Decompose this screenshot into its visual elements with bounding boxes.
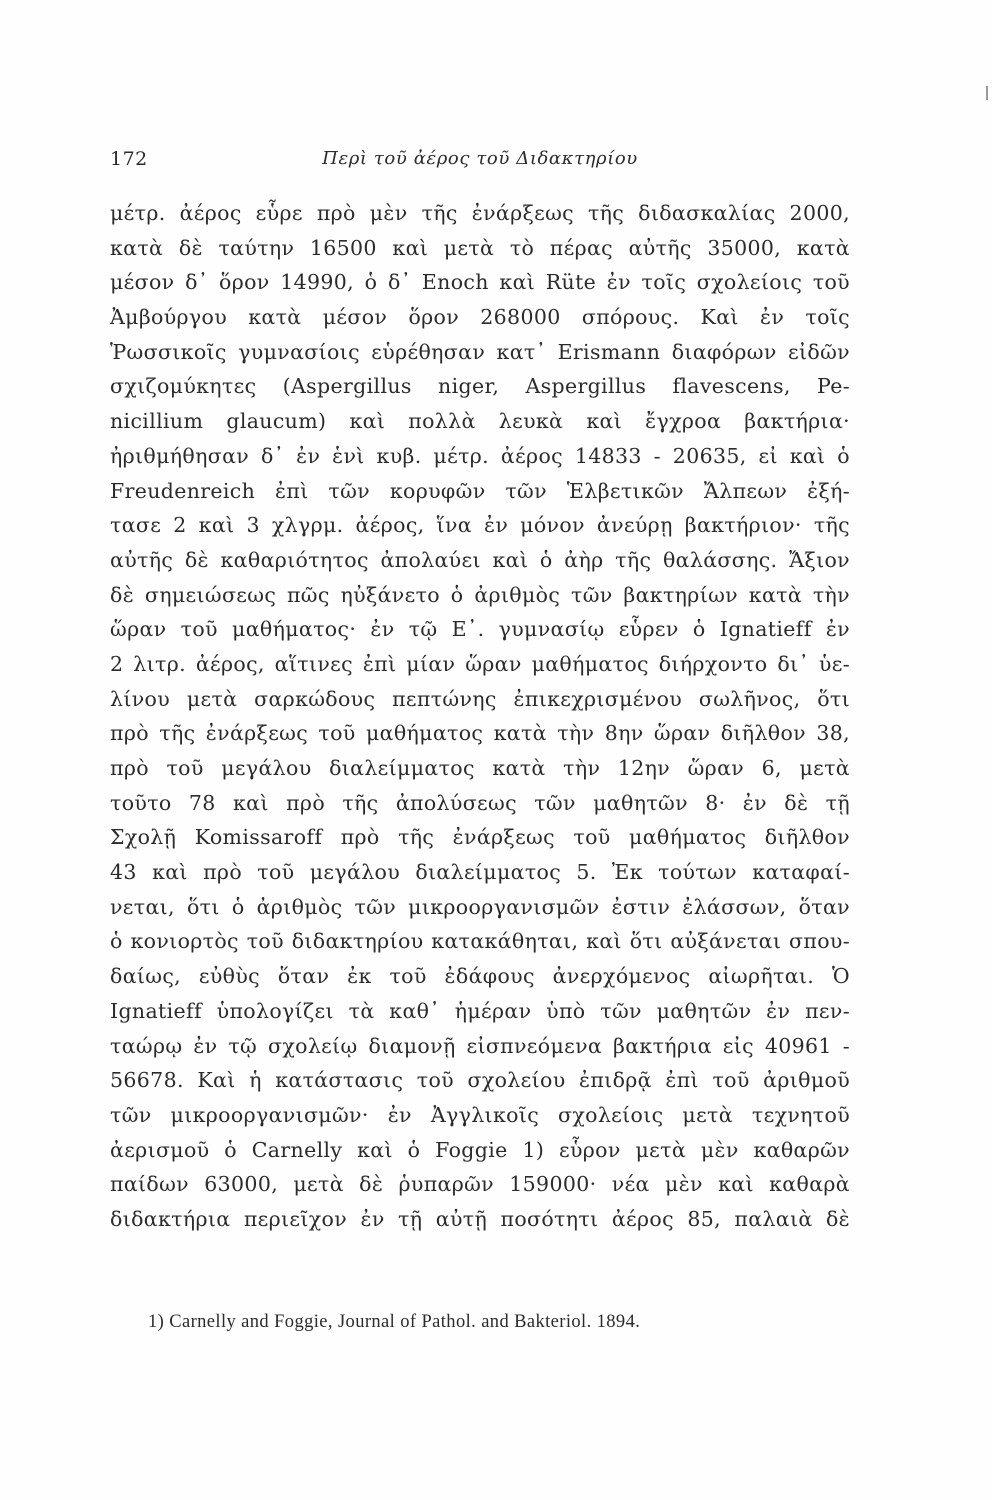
text-line: τοῦτο 78 καὶ πρὸ τῆς ἀπολύσεως τῶν μαθητῶν 8· ἐν δὲ τῇ bbox=[110, 790, 850, 815]
text-line: Σχολῇ Komissaroff πρὸ τῆς ἐνάρξεως τοῦ μαθήματος διῆλθον bbox=[110, 825, 850, 850]
text-line: παίδων 63000, μετὰ δὲ ῥυπαρῶν 159000· νέα μὲν καὶ καθαρὰ bbox=[110, 1172, 850, 1197]
text-line: ὥραν τοῦ μαθήματος· ἐν τῷ Ε᾽. γυμνασίῳ εὗρεν ὁ Ignatieff ἐν bbox=[110, 617, 850, 642]
page-edge-mark bbox=[986, 86, 988, 100]
text-line: Ignatieff ὑπολογίζει τὰ καθ᾽ ἡμέραν ὑπὸ τῶν μαθητῶν ἐν πεν- bbox=[110, 998, 850, 1023]
text-line: ἠριθμήθησαν δ᾽ ἐν ἑνὶ κυβ. μέτρ. ἀέρος 14833 - 20635, εἰ καὶ ὁ bbox=[110, 443, 850, 468]
text-line: Freudenreich ἐπὶ τῶν κορυφῶν τῶν Ἑλβετικῶν Ἄλπεων ἐξή- bbox=[110, 478, 850, 503]
text-line: ἀερισμοῦ ὁ Carnelly καὶ ὁ Foggie 1) εὗρον μετὰ μὲν καθαρῶν bbox=[110, 1137, 850, 1162]
text-line: 56678. Καὶ ἡ κατάστασις τοῦ σχολείου ἐπιδρᾷ ἐπὶ τοῦ ἀριθμοῦ bbox=[110, 1068, 850, 1093]
text-line: 43 καὶ πρὸ τοῦ μεγάλου διαλείμματος 5. Ἐκ τούτων καταφαί- bbox=[110, 860, 850, 885]
body-text bbox=[110, 196, 850, 1237]
text-line: 2 λιτρ. ἀέρος, αἵτινες ἐπὶ μίαν ὥραν μαθήματος διήρχοντο δι᾽ ὑε- bbox=[110, 651, 850, 676]
text-line: λίνου μετὰ σαρκώδους πεπτώνης ἐπικεχρισμένου σωλῆνος, ὅτι bbox=[110, 686, 850, 711]
text-line: Ῥωσσικοῖς γυμνασίοις εὑρέθησαν κατ᾽ Erismann διαφόρων εἰδῶν bbox=[110, 339, 850, 364]
text-line: μέσον δ᾽ ὅρον 14990, ὁ δ᾽ Enoch καὶ Rüte ἐν τοῖς σχολείοις τοῦ bbox=[110, 270, 850, 295]
page-header bbox=[110, 148, 850, 176]
text-line: διδακτήρια περιεῖχον ἐν τῇ αὐτῇ ποσότητι ἀέρος 85, παλαιὰ δὲ bbox=[110, 1206, 850, 1231]
text-line: σχιζομύκητες (Aspergillus niger, Aspergillus flavescens, Pe- bbox=[110, 374, 850, 399]
text-line: nicillium glaucum) καὶ πολλὰ λευκὰ καὶ ἔγχροα βακτήρια· bbox=[110, 409, 850, 434]
text-line: τασε 2 καὶ 3 χλγρμ. ἀέρος, ἵνα ἐν μόνον ἀνεύρῃ βακτήριον· τῆς bbox=[110, 513, 850, 538]
text-line: αὐτῆς δὲ καθαριότητος ἀπολαύει καὶ ὁ ἀὴρ τῆς θαλάσσης. Ἄξιον bbox=[110, 547, 850, 572]
text-line: νεται, ὅτι ὁ ἀριθμὸς τῶν μικροοργανισμῶν ἐστιν ἐλάσσων, ὅταν bbox=[110, 894, 850, 919]
text-line: πρὸ τοῦ μεγάλου διαλείμματος κατὰ τὴν 12ην ὥραν 6, μετὰ bbox=[110, 756, 850, 780]
text-line: δαίως, εὐθὺς ὅταν ἐκ τοῦ ἐδάφους ἀνερχόμενος αἰωρῆται. Ὁ bbox=[110, 964, 850, 989]
text-line: πρὸ τῆς ἐνάρξεως τοῦ μαθήματος κατὰ τὴν 8ην ὥραν διῆλθον 38, bbox=[110, 721, 850, 746]
text-line: τῶν μικροοργανισμῶν· ἐν Ἀγγλικοῖς σχολείοις μετὰ τεχνητοῦ bbox=[110, 1102, 850, 1127]
text-line: ταώρῳ ἐν τῷ σχολείῳ διαμονῇ εἰσπνεόμενα βακτήρια εἰς 40961 - bbox=[110, 1033, 850, 1058]
text-line: μέτρ. ἀέρος εὗρε πρὸ μὲν τῆς ἐνάρξεως τῆς διδασκαλίας 2000, bbox=[110, 201, 850, 225]
running-title: Περὶ τοῦ ἀέρος τοῦ Διδακτηρίου bbox=[322, 148, 638, 169]
text-line: κατὰ δὲ ταύτην 16500 καὶ μετὰ τὸ πέρας αὐτῆς 35000, κατὰ bbox=[110, 235, 850, 260]
page-number: 172 bbox=[110, 148, 148, 170]
text-line: Ἀμβούργου κατὰ μέσον ὅρον 268000 σπόρους. Καὶ ἐν τοῖς bbox=[110, 305, 850, 330]
footnote: 1) Carnelly and Foggie, Journal of Pathol. and Bakteriol. 1894. bbox=[148, 1312, 641, 1332]
text-line: δὲ σημειώσεως πῶς ηὐξάνετο ὁ ἀριθμὸς τῶν βακτηρίων κατὰ τὴν bbox=[110, 582, 850, 607]
text-line: ὁ κονιορτὸς τοῦ διδακτηρίου κατακάθηται, καὶ ὅτι αὐξάνεται σπου- bbox=[110, 929, 850, 954]
